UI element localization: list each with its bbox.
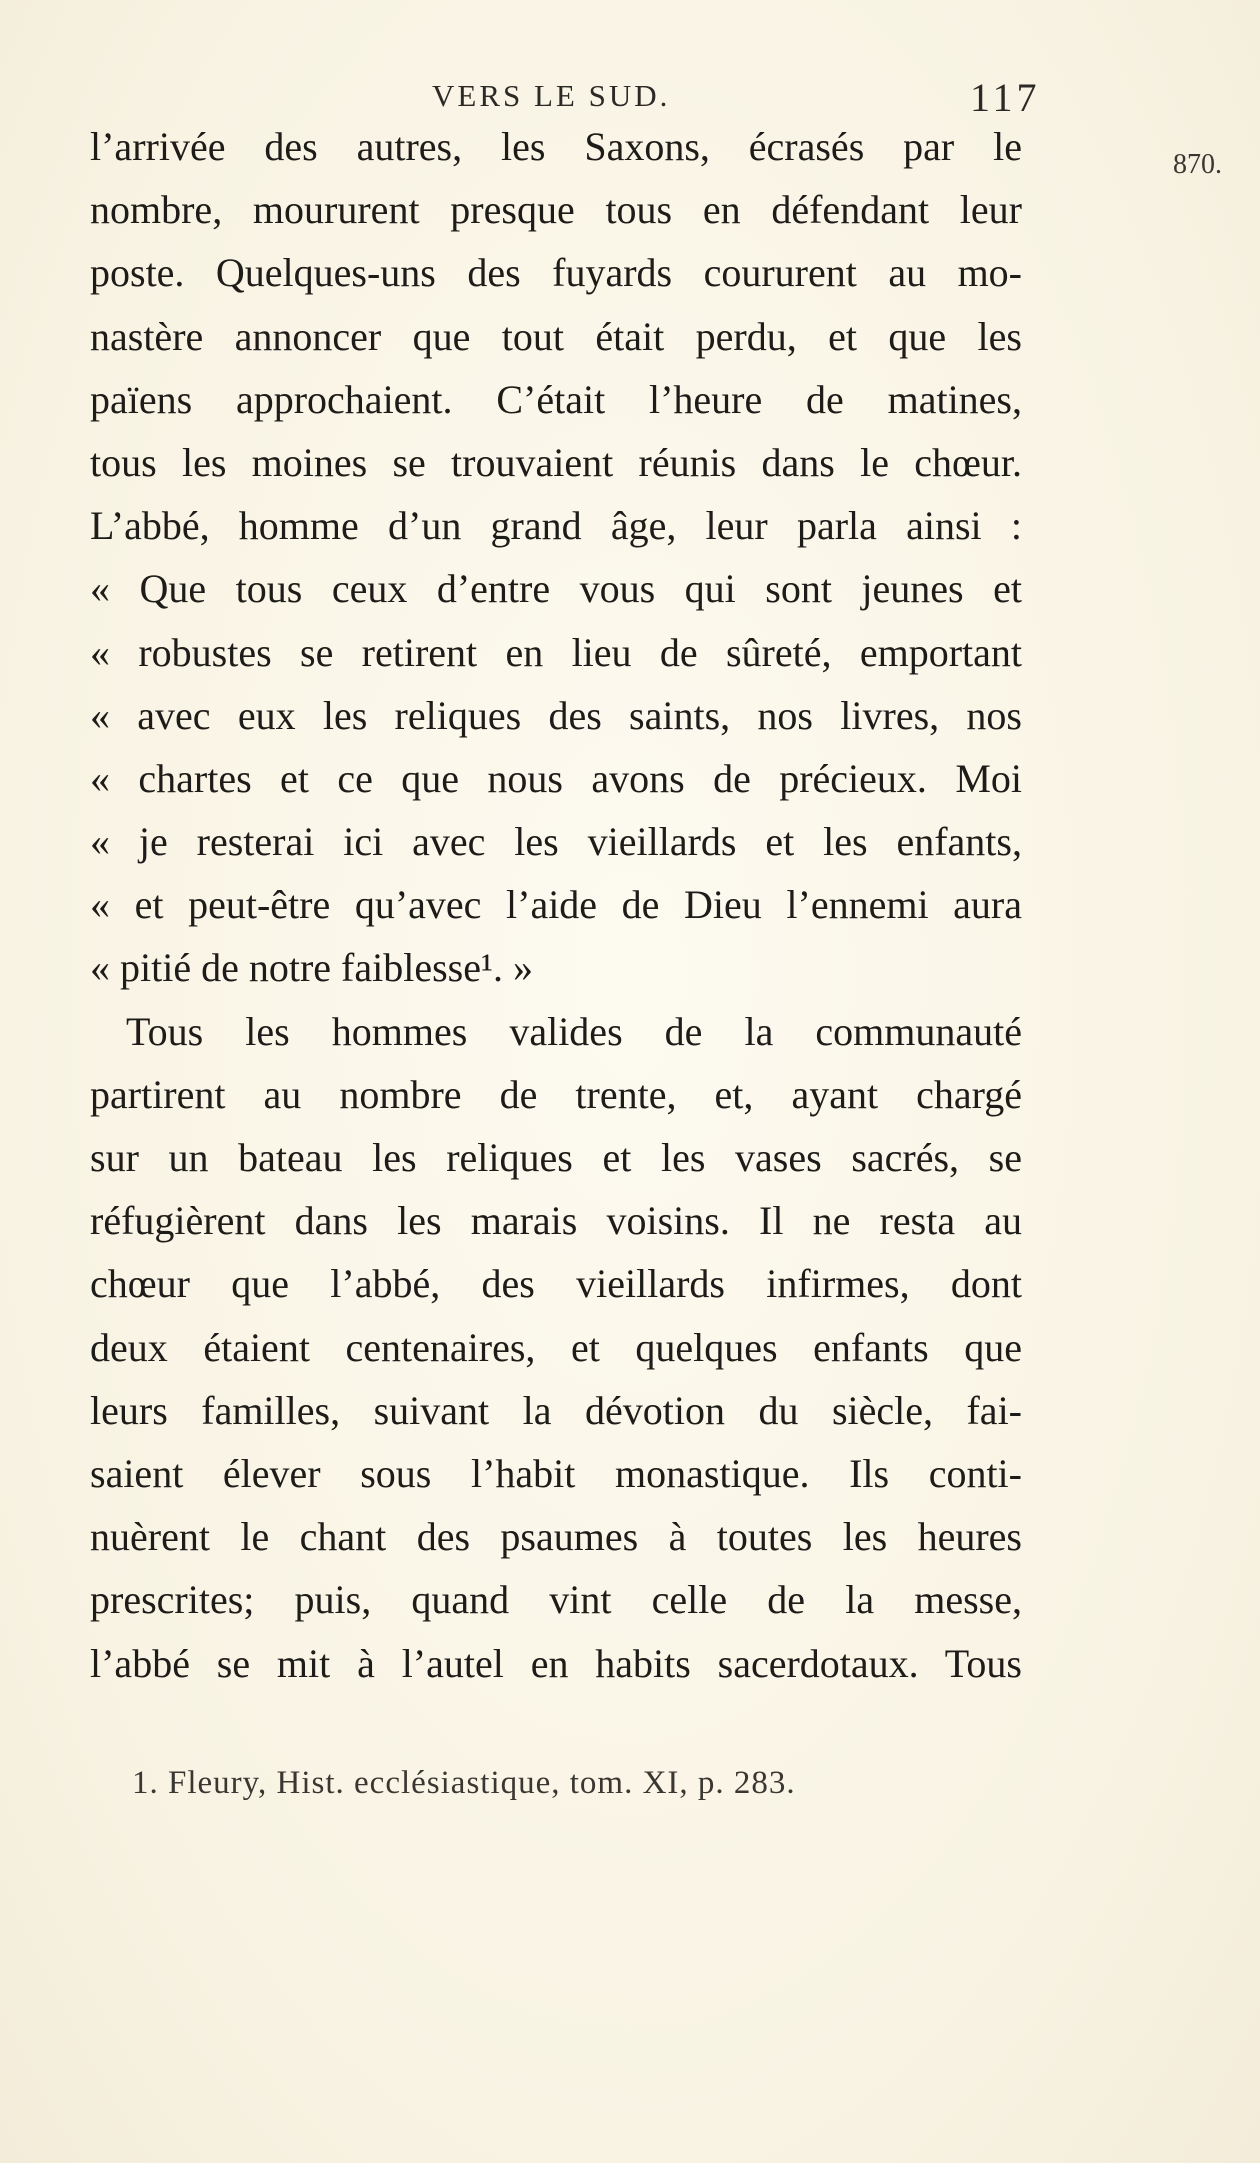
text-line: « pitié de notre faiblesse¹. » [90, 945, 533, 991]
text-line: « avec eux les reliques des saints, nos livres, nos [90, 692, 1022, 738]
text-line: poste. Quelques-uns des fuyards coururent au mo- [90, 250, 1022, 296]
text-line: nombre, moururent presque tous en défendant leur [90, 187, 1022, 233]
text-line: « chartes et ce que nous avons de précieux. Moi [90, 755, 1022, 801]
text-line: « je resterai ici avec les vieillards et les enfants, [90, 819, 1022, 865]
running-title: VERS LE SUD. [432, 78, 671, 113]
text-line: réfugièrent dans les marais voisins. Il ne resta au [90, 1198, 1022, 1244]
text-line: « et peut-être qu’avec l’aide de Dieu l’ennemi aura [90, 882, 1022, 928]
text-line: Tous les hommes valides de la communauté [126, 1008, 1022, 1054]
text-line: « Que tous ceux d’entre vous qui sont jeunes et [90, 566, 1022, 612]
text-line: saient élever sous l’habit monastique. Ils conti- [90, 1450, 1022, 1496]
text-line: sur un bateau les reliques et les vases sacrés, se [90, 1135, 1022, 1180]
page-number: 117 [970, 75, 1041, 120]
text-line: partirent au nombre de trente, et, ayant chargé [90, 1071, 1022, 1117]
text-line: L’abbé, homme d’un grand âge, leur parla ainsi : [90, 503, 1022, 549]
text-line: nastère annoncer que tout était perdu, et que les [90, 313, 1022, 359]
text-line: « robustes se retirent en lieu de sûreté, emportant [90, 629, 1022, 675]
text-line: tous les moines se trouvaient réunis dans le chœur. [90, 439, 1022, 485]
text-line: deux étaient centenaires, et quelques enfants que [90, 1324, 1022, 1370]
text-line: nuèrent le chant des psaumes à toutes les heures [90, 1514, 1022, 1560]
body-text [90, 115, 1022, 1695]
text-line: chœur que l’abbé, des vieillards infirmes, dont [90, 1261, 1022, 1307]
text-line: leurs familles, suivant la dévotion du siècle, fai- [90, 1387, 1022, 1433]
text-line: l’arrivée des autres, les Saxons, écrasés par le [90, 124, 1022, 169]
margin-year-note: 870. [1173, 149, 1222, 180]
footnote: 1. Fleury, Hist. ecclésiastique, tom. XI, p. 283. [132, 1765, 796, 1801]
text-line: prescrites; puis, quand vint celle de la messe, [90, 1577, 1022, 1623]
text-line: l’abbé se mit à l’autel en habits sacerdotaux. Tous [90, 1640, 1022, 1686]
text-line: païens approchaient. C’était l’heure de matines, [90, 376, 1022, 422]
